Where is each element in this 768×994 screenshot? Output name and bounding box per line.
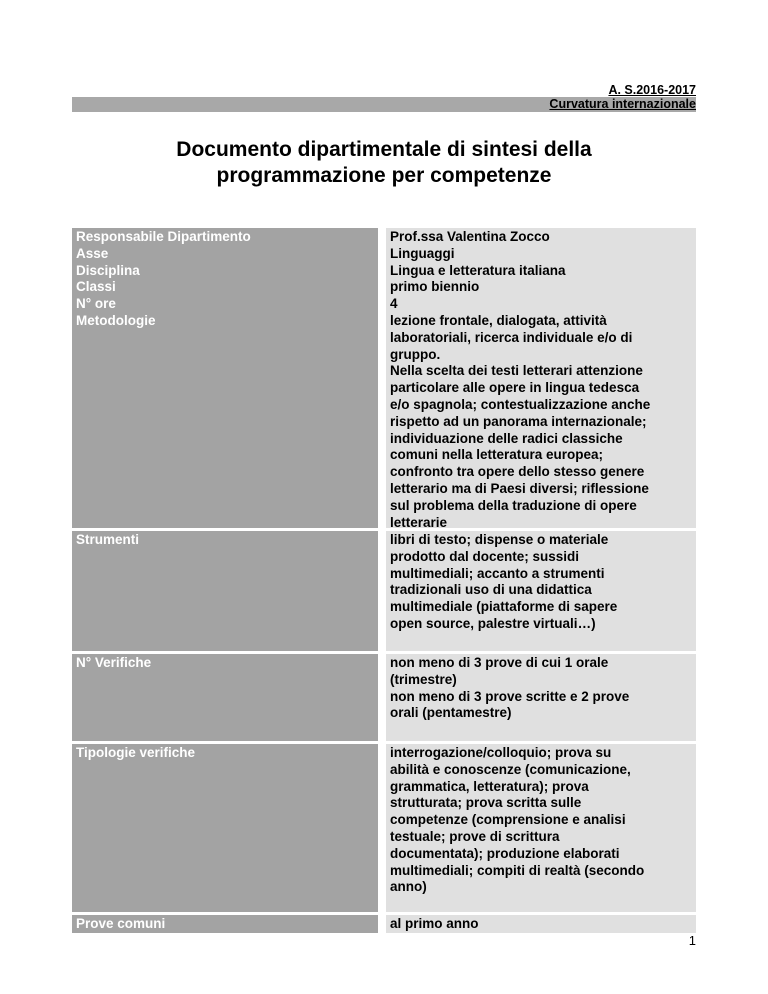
value-metodologie-line: comuni nella letteratura europea;	[390, 447, 604, 463]
value-metodologie-line: rispetto ad un panorama internazionale;	[390, 413, 647, 429]
value-tipologie-line: grammatica, letteratura); prova	[390, 778, 589, 794]
value-ore: 4	[390, 296, 398, 312]
value-tipologie-line: documentata); produzione elaborati	[390, 845, 620, 861]
value-metodologie-line: individuazione delle radici classiche	[390, 430, 623, 446]
value-strumenti-line: prodotto dal docente; sussidi	[390, 548, 580, 564]
label-cell	[72, 228, 378, 528]
value-metodologie-line: particolare alle opere in lingua tedesca	[390, 380, 640, 396]
value-metodologie-line: laboratoriali, ricerca individuale e/o di	[390, 329, 633, 345]
value-metodologie-line: e/o spagnola; contestualizzazione anche	[390, 396, 651, 412]
value-tipologie-line: strutturata; prova scritta sulle	[390, 795, 582, 811]
value-strumenti-line: libri di testo; dispense o materiale	[390, 532, 609, 547]
value-strumenti-line: multimediali; accanto a strumenti	[390, 565, 605, 581]
label-disciplina: Disciplina	[76, 262, 140, 278]
value-responsabile: Prof.ssa Valentina Zocco	[390, 229, 550, 244]
label-tipologie: Tipologie verifiche	[72, 744, 378, 912]
value-metodologie-line: Nella scelta dei testi letterari attenzione	[390, 363, 643, 379]
value-strumenti-line: multimediale (piattaforme di sapere	[390, 599, 618, 615]
page-number: 1	[688, 933, 696, 948]
value-verifiche-line: (trimestre)	[390, 671, 457, 687]
value-tipologie-line: testuale; prove di scrittura	[390, 828, 560, 844]
table-row	[72, 744, 696, 912]
school-year: A. S.2016-2017	[608, 83, 696, 97]
value-classi: primo biennio	[390, 279, 480, 295]
document-title	[72, 137, 696, 189]
value-metodologie-line: confronto tra opere dello stesso genere	[390, 464, 645, 480]
table-row	[72, 915, 696, 933]
value-metodologie-line: letterarie	[390, 514, 448, 530]
value-cell	[386, 228, 696, 528]
label-responsabile: Responsabile Dipartimento	[76, 229, 251, 244]
label-ore: N° ore	[76, 296, 116, 312]
value-strumenti-line: open source, palestre virtuali…)	[390, 615, 596, 631]
value-tipologie-line: competenze (comprensione e analisi	[390, 812, 626, 828]
value-asse: Linguaggi	[390, 245, 455, 261]
value-verifiche	[386, 654, 696, 741]
value-metodologie-line: lezione frontale, dialogata, attività	[390, 312, 607, 328]
label-prove-comuni: Prove comuni	[72, 915, 378, 933]
value-disciplina: Lingua e letteratura italiana	[390, 262, 566, 278]
value-tipologie-line: multimediali; compiti di realtà (secondo	[390, 862, 645, 878]
value-verifiche-line: non meno di 3 prove scritte e 2 prove	[390, 688, 630, 704]
label-metodologie: Metodologie	[76, 312, 156, 328]
label-verifiche: N° Verifiche	[72, 654, 378, 741]
curvatura-label: Curvatura internazionale	[549, 97, 696, 111]
title-line-1: Documento dipartimentale di sintesi della	[176, 138, 592, 161]
label-strumenti: Strumenti	[72, 531, 378, 651]
value-prove-comuni: al primo anno	[386, 915, 696, 933]
label-classi: Classi	[76, 279, 116, 295]
value-strumenti	[386, 531, 696, 651]
value-tipologie-line: abilità e conoscenze (comunicazione,	[390, 761, 631, 777]
table-row	[72, 531, 696, 651]
value-tipologie-line: anno)	[390, 879, 427, 895]
value-metodologie-line: sul problema della traduzione di opere	[390, 497, 637, 513]
value-metodologie-line: gruppo.	[390, 346, 441, 362]
value-tipologie	[386, 744, 696, 912]
title-line-2: programmazione per competenze	[216, 164, 552, 187]
value-tipologie-line: interrogazione/colloquio; prova su	[390, 745, 612, 760]
table-row	[72, 654, 696, 741]
table-row	[72, 228, 696, 528]
summary-table	[72, 228, 696, 936]
value-strumenti-line: tradizionali uso di una didattica	[390, 582, 592, 598]
value-metodologie-line: letterario ma di Paesi diversi; riflessione	[390, 480, 649, 496]
value-verifiche-line: orali (pentamestre)	[390, 705, 512, 721]
label-asse: Asse	[76, 245, 109, 261]
value-verifiche-line: non meno di 3 prove di cui 1 orale	[390, 655, 609, 670]
